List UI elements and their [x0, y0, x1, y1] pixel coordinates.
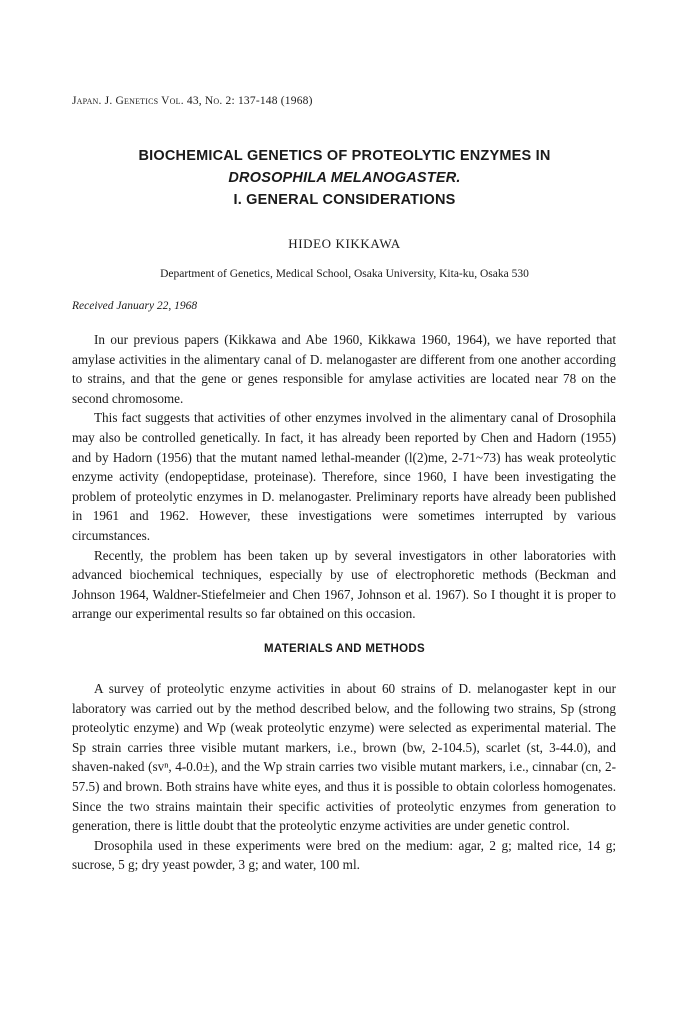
title-line-1: BIOCHEMICAL GENETICS OF PROTEOLYTIC ENZYMES IN	[138, 148, 551, 164]
section-heading-materials-methods: MATERIALS AND METHODS	[264, 643, 425, 655]
methods-section	[72, 679, 616, 875]
intro-paragraph-3: Recently, the problem has been taken up by several investigators in other laboratories with advanced biochemical techniques, especially by use of electrophoretic methods (Beckman and Johnson 1964, Waldner-Stiefelmeier and Chen 1967, Johnson et al. 1967). So I thought it is proper to arrange our experimental results so far obtained on this occasion.	[72, 547, 616, 622]
received-date: Received January 22, 1968	[72, 300, 198, 312]
author-name: HIDEO KIKKAWA	[288, 236, 401, 251]
intro-paragraph-2: This fact suggests that activities of other enzymes involved in the alimentary canal of Drosophila may also be controlled genetically. In fact, it has already been reported by Chen and Hadorn (1955) and by Hadorn (1956) that the mutant named lethal-meander (l(2)me, 2-71~73) has weak proteolytic enzyme activity (endopeptidase, proteinase). Therefore, since 1960, I have been investigating the problem of proteolytic enzymes in D. melanogaster. Preliminary reports have already been published in 1961 and 1962. However, these investigations were sometimes interrupted by various circumstances.	[72, 410, 616, 543]
title-line-2: DROSOPHILA MELANOGASTER.	[228, 170, 461, 186]
intro-paragraph-1: In our previous papers (Kikkawa and Abe 1960, Kikkawa 1960, 1964), we have reported that amylase activities in the alimentary canal of D. melanogaster are different from one another according to strains, and that the gene or genes responsible for amylase activities are located near 78 on the second chromosome.	[72, 332, 616, 406]
article-title	[0, 145, 689, 211]
methods-paragraph-2: Drosophila used in these experiments were bred on the medium: agar, 2 g; malted rice, 14 g; sucrose, 5 g; dry yeast powder, 3 g; and water, 100 ml.	[72, 837, 616, 873]
introduction-section	[72, 330, 616, 624]
title-line-3: I. GENERAL CONSIDERATIONS	[233, 192, 456, 208]
journal-citation: Japan. J. Genetics Vol. 43, No. 2: 137-148 (1968)	[72, 95, 313, 107]
methods-paragraph-1: A survey of proteolytic enzyme activities in about 60 strains of D. melanogaster kept in our laboratory was carried out by the method described below, and the following two strains, Sp (strong proteolytic enzyme) and Wp (weak proteolytic enzyme) were selected as experimental material. The Sp strain carries three visible mutant markers, i.e., brown (bw, 2-104.5), scarlet (st, 3-44.0), and shaven-naked (svⁿ, 4-0.0±), and the Wp strain carries two visible mutant markers, i.e., cinnabar (cn, 2-57.5) and brown. Both strains have white eyes, and thus it is possible to obtain colorless homogenates. Since the two strains maintain their specific activities of proteolytic enzymes from generation to generation, there is little doubt that the proteolytic enzyme activities are under genetic control.	[72, 681, 616, 834]
author-affiliation: Department of Genetics, Medical School, Osaka University, Kita-ku, Osaka 530	[160, 268, 529, 280]
